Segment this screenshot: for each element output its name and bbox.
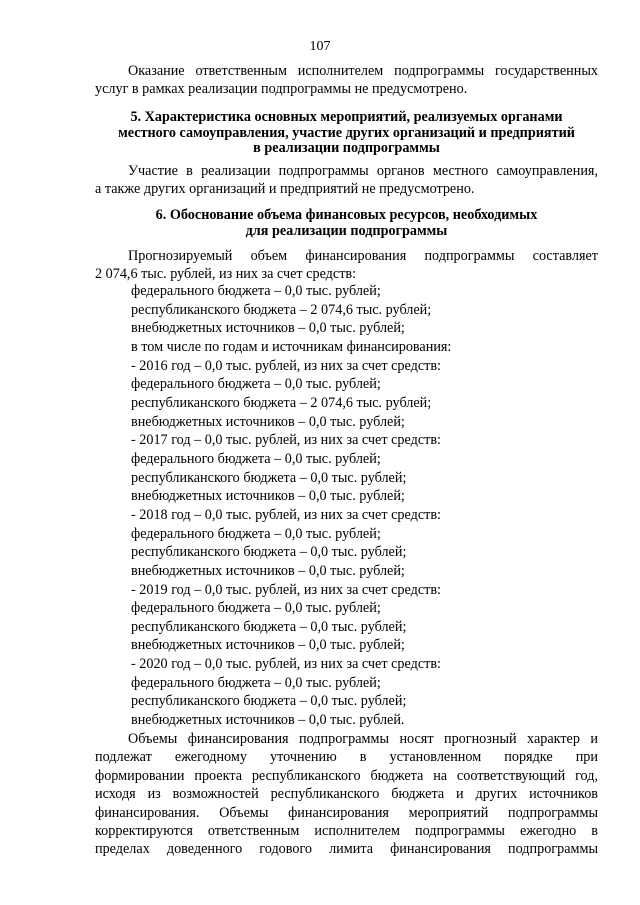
intro-line-1: Оказание ответственным исполнителем подпрограммы государственных — [128, 63, 598, 79]
para2-line: корректируются ответственным исполнителем подпрограммы ежегодно в — [95, 823, 598, 840]
list-item: - 2019 год – 0,0 тыс. рублей, из них за счет средств: — [131, 581, 441, 598]
list-item: в том числе по годам и источникам финансирования: — [131, 338, 452, 355]
list-item: республиканского бюджета – 0,0 тыс. рублей; — [131, 618, 407, 635]
section5-heading — [95, 110, 598, 157]
list-item: федерального бюджета – 0,0 тыс. рублей; — [131, 450, 381, 467]
list-item: внебюджетных источников – 0,0 тыс. рублей; — [131, 413, 405, 430]
list-item: республиканского бюджета – 0,0 тыс. рублей; — [131, 693, 407, 710]
list-item: республиканского бюджета – 2 074,6 тыс. рублей; — [131, 301, 432, 318]
list-item: внебюджетных источников – 0,0 тыс. рублей; — [131, 637, 405, 654]
list-item: федерального бюджета – 0,0 тыс. рублей; — [131, 376, 381, 393]
section5-heading-line-2: местного самоуправления, участие других организаций и предприятий — [118, 124, 575, 141]
section5-heading-line-3: в реализации подпрограммы — [253, 140, 440, 156]
list-item: внебюджетных источников – 0,0 тыс. рублей; — [131, 320, 405, 337]
list-item: - 2017 год – 0,0 тыс. рублей, из них за счет средств: — [131, 432, 441, 449]
intro-line-2: услуг в рамках реализации подпрограммы не предусмотрено. — [95, 81, 468, 97]
section6-para1-line-2: 2 074,6 тыс. рублей, из них за счет средств: — [95, 266, 357, 282]
list-item: внебюджетных источников – 0,0 тыс. рублей. — [131, 712, 405, 729]
list-item: внебюджетных источников – 0,0 тыс. рублей; — [131, 488, 405, 505]
list-item: внебюджетных источников – 0,0 тыс. рублей; — [131, 562, 405, 579]
section6-para1-line-1: Прогнозируемый объем финансирования подпрограммы составляет — [128, 248, 598, 264]
section5-heading-line-1: 5. Характеристика основных мероприятий, реализуемых органами — [130, 109, 563, 125]
list-item: - 2020 год – 0,0 тыс. рублей, из них за счет средств: — [131, 656, 441, 673]
section6-heading-line-1: 6. Обоснование объема финансовых ресурсов, необходимых — [155, 207, 538, 223]
list-item: - 2016 год – 0,0 тыс. рублей, из них за счет средств: — [131, 357, 441, 374]
para2-line: подлежат ежегодному уточнению в установленном порядке при — [95, 749, 598, 766]
section5-text-line-2: а также других организаций и предприятий не предусмотрено. — [95, 181, 475, 197]
para2-line: пределах доведенного годового лимита финансирования подпрограммы — [95, 841, 598, 858]
section6-heading — [95, 208, 598, 239]
list-item: республиканского бюджета – 0,0 тыс. рублей; — [131, 544, 407, 561]
list-item: федерального бюджета – 0,0 тыс. рублей; — [131, 283, 381, 299]
para2-line: Объемы финансирования подпрограммы носят прогнозный характер и — [128, 731, 598, 747]
section6-heading-line-2: для реализации подпрограммы — [245, 222, 448, 239]
para2-line: исходя из возможностей республиканского бюджета и других источников — [95, 786, 598, 803]
list-item: федерального бюджета – 0,0 тыс. рублей; — [131, 674, 381, 691]
list-item: республиканского бюджета – 0,0 тыс. рублей; — [131, 469, 407, 486]
para2-line: финансирования. Объемы финансирования мероприятий подпрограммы — [95, 804, 598, 821]
list-item: федерального бюджета – 0,0 тыс. рублей; — [131, 600, 381, 617]
list-item: республиканского бюджета – 2 074,6 тыс. рублей; — [131, 394, 432, 411]
section5-text-line-1: Участие в реализации подпрограммы органов местного самоуправления, — [128, 163, 598, 179]
page-number: 107 — [309, 39, 331, 54]
section6-para2 — [95, 730, 598, 859]
list-item: - 2018 год – 0,0 тыс. рублей, из них за счет средств: — [131, 506, 441, 523]
list-item: федерального бюджета – 0,0 тыс. рублей; — [131, 525, 381, 542]
funding-list — [131, 282, 601, 730]
para2-line: формировании проекта республиканского бюджета на соответствующий год, — [95, 767, 598, 784]
